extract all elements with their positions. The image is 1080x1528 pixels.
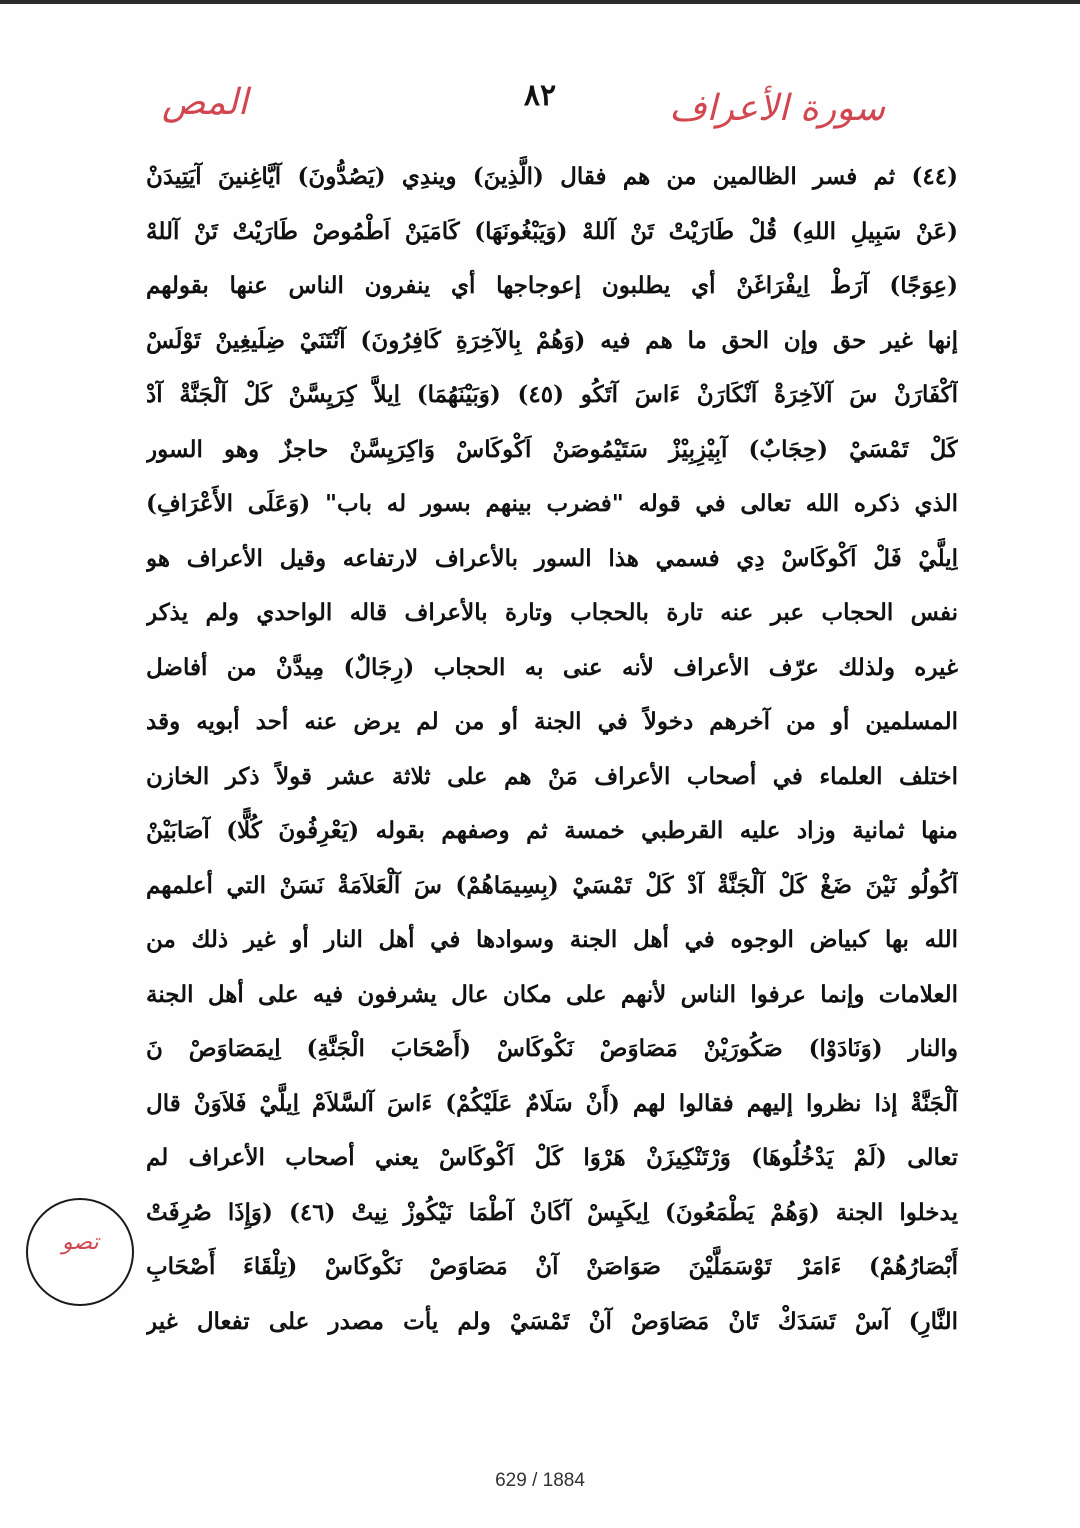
page-indicator: 629 / 1884	[495, 1470, 585, 1491]
text-line: النَّارِ) آسْ تَسَدَكْ تَانْ مَصَاوَصْ آنْ تَمْسَيْ ولم يأت مصدر على تفعال غير	[146, 1307, 958, 1335]
verse-letters-note: المص	[162, 82, 248, 123]
text-line: نفس الحجاب عبر عنه تارة بالحجاب وتارة بالأعراف قاله الواحدي ولم يذكر	[146, 599, 958, 626]
page-header	[0, 78, 1080, 148]
text-line: غيره ولذلك عرّف الأعراف لأنه عنى به الحجاب (رِجَالٌ) مِيدَّنْ من أفاضل	[146, 653, 958, 681]
text-line: الله بها كبياض الوجوه في أهل الجنة وسوادها في أهل النار أو غير ذلك من	[146, 926, 958, 953]
text-line: (٤٤) ثم فسر الظالمين من هم فقال (الَّذِينَ) ويندِي (يَصُدُّونَ) آيَّاغِنينَ آيَتِيدَنْ	[146, 163, 958, 190]
surah-name-note: سورة الأعراف	[669, 88, 885, 129]
margin-note: تصو	[62, 1230, 99, 1255]
text-line: آكْفَارَنْ سَ آلآخِرَةْ آنْكَارَنْ ءَاسَ آتَكُو (٤٥) (وَبَيْنَهُمَا) اِيلاَّ كِرَيِسَّنْ كَلْ آلْجَنَّةْ آدْ	[146, 381, 958, 408]
text-line: (عَنْ سَبِيلِ اللهِ) قُلْ طَارَيْتْ تَنْ آللهْ (وَيَبْغُونَهَا) كَامَيَنْ اَطْمُوصْ طَارَيْتْ تَنْ آللهْ	[146, 217, 958, 245]
text-line: والنار (وَنَادَوْا) صَكُورَيْنْ مَصَاوَصْ نَكْوكَاسْ (أَصْحَابَ الْجَنَّةِ) اِيمَصَاوَصْ نَ	[146, 1035, 958, 1062]
body-text	[146, 150, 958, 1349]
text-line: تعالى (لَمْ يَدْخُلُوهَا) وَرْتَنْكِيزَنْ هَرْوَا كَلْ اَكْوكَاسْ يعني أصحاب الأعراف لم	[146, 1144, 958, 1171]
text-line: إنها غير حق وإن الحق ما هم فيه (وَهُمْ بِالآخِرَةِ كَافِرُونَ) آنْتَنَيْ ضِلَيغِينْ تَوْلَسْ	[146, 326, 958, 354]
text-line: المسلمين أو من آخرهم دخولاً في الجنة أو من لم يرض عنه أحد أبويه وقد	[146, 708, 958, 735]
text-line: أَبْصَارُهُمْ) ءَامَرْ تَوْسَمَلَّيْنَ صَوَاصَنْ آنْ مَصَاوَصْ نَكْوكَاسْ (تِلْقَاءَ أَصْحَابِ	[146, 1253, 958, 1280]
page-number: ٨٢	[523, 78, 557, 113]
text-line: منها ثمانية وزاد عليه القرطبي خمسة ثم وصفهم بقوله (يَعْرِفُونَ كُلًّا) آصَابَيْنْ	[146, 817, 958, 844]
text-line: الذي ذكره الله تعالى في قوله "فضرب بينهم بسور له باب" (وَعَلَى الأَعْرَافِ)	[146, 490, 958, 517]
text-line: اِيلَّيْ فَلْ اَكْوكَاسْ دِي فسمي هذا السور بالأعراف لارتفاعه وقيل الأعراف هو	[146, 544, 958, 572]
text-line: كَلْ تَمْسَيْ (حِجَابٌ) آبِيْزِبِيْزْ سَتَيْمُوصَنْ اَكْوكَاسْ وَاكِرَيِسَّنْ حاجزٌ وهو السور	[146, 435, 958, 463]
text-line: آكُولُو نَيْنَ ضَغْ كَلْ آلْجَنَّةْ آدْ كَلْ تَمْسَيْ (بِسِيمَاهُمْ) سَ آلْعَلاَمَةْ نَسَنْ التي أعلمهم	[146, 871, 958, 899]
text-line: يدخلوا الجنة (وَهُمْ يَطْمَعُونَ) اِيكَيِسْ آكَانْ آطْمَا نَيْكُوزْ نِيتْ (٤٦) (وَإِذَا صُرِفَتْ	[146, 1198, 958, 1226]
text-line: (عِوَجًا) آرَطْ اِيفْرَاغَنْ أي يطلبون إعوجاجها أي ينفرون الناس عنها بقولهم	[146, 272, 958, 299]
text-line: العلامات وإنما عرفوا الناس لأنهم على مكان عال يشرفون فيه على أهل الجنة	[146, 980, 958, 1008]
text-line: آلْجَنَّةْ إذا نظروا إليهم فقالوا لهم (أَنْ سَلَامٌ عَلَيْكُمْ) ءَاسَ آلسَّلاَمْ اِيلَّيْ فَلاَوَنْ قال	[146, 1089, 958, 1117]
text-line: اختلف العلماء في أصحاب الأعراف مَنْ هم على ثلاثة عشر قولاً ذكر الخازن	[146, 762, 958, 790]
